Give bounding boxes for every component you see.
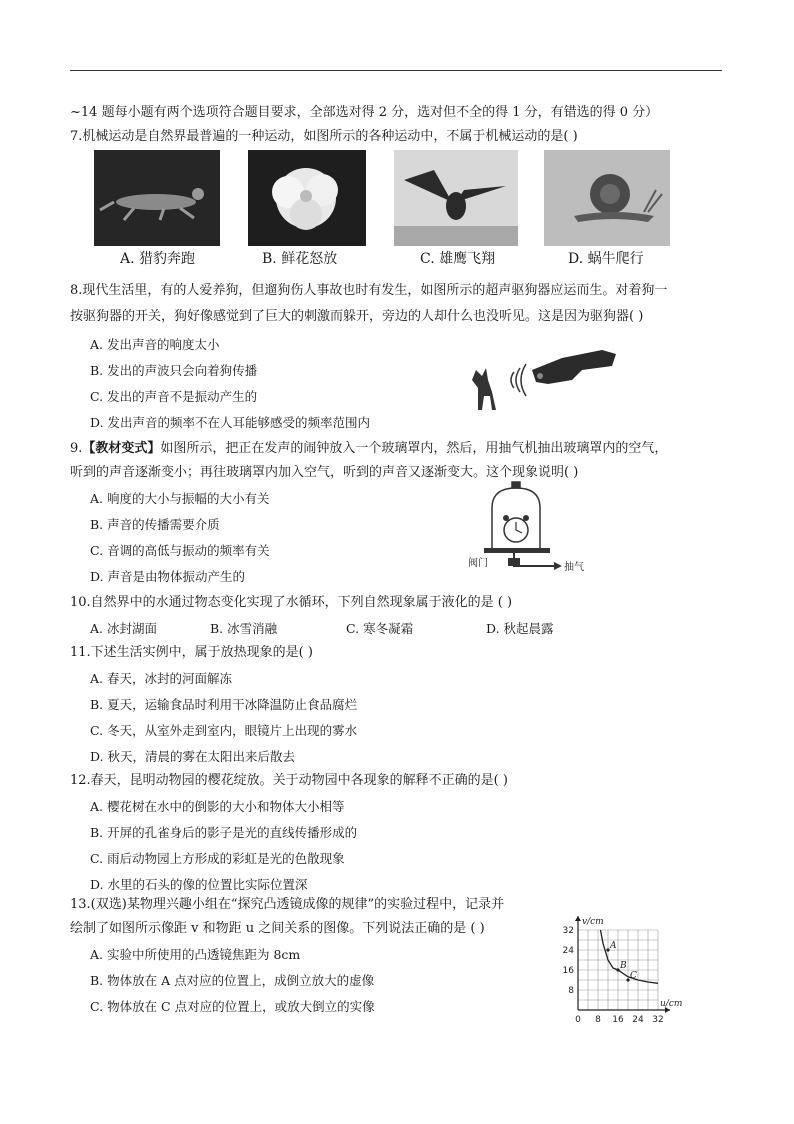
q13-uv-chart	[548, 900, 688, 1032]
q12-option-b: B. 开屏的孔雀身后的影子是光的直线传播形成的	[90, 825, 358, 840]
chart-points	[606, 941, 637, 982]
q8-option-d: D. 发出声音的频率不在人耳能够感受的频率范围内	[90, 415, 371, 430]
air-tube	[514, 553, 560, 566]
x-axis-label: u/cm	[660, 999, 683, 1009]
q11-option-d: D. 秋天，清晨的雾在太阳出来后散去	[90, 749, 296, 764]
q9-number: 9.	[70, 441, 83, 456]
q7-image-snail	[544, 150, 670, 246]
section-instructions: ~14 题每小题有两个选项符合题目要求，全部选对得 2 分，选对但不全的得 1 分，有错选的得 0 分）	[70, 105, 659, 120]
q7-caption-c: C. 雄鹰飞翔	[420, 251, 496, 267]
y-tick-label: 24	[562, 946, 574, 956]
q9-option-a: A. 响度的大小与振幅的大小有关	[90, 491, 270, 506]
q7-image-eagle	[394, 150, 518, 246]
point-label-c: C	[630, 971, 637, 981]
q9-stem-line2: 听到的声音逐渐变小；再往玻璃罩内加入空气，听到的声音又逐渐变大。这个现象说明( )	[70, 465, 579, 480]
q8-option-c: C. 发出的声音不是振动产生的	[90, 389, 258, 404]
q7-image-cheetah	[94, 150, 220, 246]
q8-dog-repeller-figure	[462, 340, 622, 414]
q7-caption-a: A. 猎豹奔跑	[120, 251, 196, 267]
q7-caption-d: D. 蜗牛爬行	[568, 251, 644, 267]
q13-option-b: B. 物体放在 A 点对应的位置上，成倒立放大的虚像	[90, 973, 375, 988]
y-tick-label: 32	[562, 926, 574, 936]
q11-option-b: B. 夏天，运输食品时利用干冰降温防止食品腐烂	[90, 697, 358, 712]
x-tick-label: 16	[612, 1015, 624, 1025]
q11-option-c: C. 冬天，从室外走到室内，眼镜片上出现的雾水	[90, 723, 358, 738]
q11-stem: 11.下述生活实例中，属于放热现象的是( )	[70, 645, 313, 660]
q8-option-a: A. 发出声音的响度太小	[90, 337, 220, 352]
point-label-a: A	[610, 941, 617, 951]
q7-image-flower	[248, 150, 366, 246]
dog-icon	[472, 368, 496, 410]
q12-option-d: D. 水里的石头的像的位置比实际位置深	[90, 877, 308, 892]
repeller-hand-icon	[532, 350, 616, 384]
valve-icon	[508, 558, 520, 566]
q9-option-c: C. 音调的高低与振动的频率有关	[90, 543, 270, 558]
x-tick-label: 24	[632, 1015, 644, 1025]
q12-option-a: A. 樱花树在水中的倒影的大小和物体大小相等	[90, 799, 345, 814]
q9-option-d: D. 声音是由物体振动产生的	[90, 569, 246, 584]
arrow-right-icon	[554, 562, 562, 570]
x-tick-label: 8	[595, 1015, 601, 1025]
y-axis-label: v/cm	[582, 917, 604, 927]
sound-wave-icon	[511, 364, 526, 396]
alarm-clock-icon	[503, 515, 529, 542]
header-rule	[70, 70, 722, 71]
q11-option-a: A. 春天，冰封的河面解冻	[90, 671, 232, 686]
q13-option-a: A. 实验中所使用的凸透镜焦距为 8cm	[90, 947, 301, 962]
q9-stem-line1	[70, 440, 667, 458]
q13-stem-line2: 绘制了如图所示像距 v 和物距 u 之间关系的图像。下列说法正确的是 ( )	[70, 921, 485, 936]
q8-stem-line2: 按驱狗器的开关，狗好像感觉到了巨大的刺激而躲开，旁边的人却什么也没听见。这是因为驱狗器( )	[70, 309, 644, 324]
q10-option-a: A. 冰封湖面	[90, 621, 157, 636]
y-axis-arrow-icon	[575, 916, 581, 921]
q9-stem-text: 如图所示，把正在发声的闹钟放入一个玻璃罩内，然后，用抽气机抽出玻璃罩内的空气，	[160, 441, 668, 456]
q13-option-c: C. 物体放在 C 点对应的位置上，或放大倒立的实像	[90, 999, 375, 1014]
jar-base-plate	[484, 548, 550, 553]
x-tick-label: 0	[575, 1015, 581, 1025]
q13-stem-line1: 13.(双选)某物理兴趣小组在“探究凸透镜成像的规律”的实验过程中，记录并	[70, 897, 505, 912]
chart-tick-labels	[563, 917, 683, 1025]
q12-stem: 12.春天，昆明动物园的樱花绽放。关于动物园中各现象的解释不正确的是( )	[70, 773, 508, 788]
q8-stem-line1: 8.现代生活里，有的人爱养狗，但遛狗伤人事故也时有发生，如图所示的超声驱狗器应运而生。对着狗一	[70, 283, 668, 298]
q12-option-c: C. 雨后动物园上方形成的彩虹是光的色散现象	[90, 851, 345, 866]
point-label-b: B	[620, 961, 627, 971]
valve-label: 阀门	[468, 558, 488, 569]
y-tick-label: 8	[568, 986, 574, 996]
y-tick-label: 16	[562, 966, 574, 976]
q7-caption-b: B. 鲜花怒放	[262, 251, 338, 267]
q7-stem: 7.机械运动是自然界最普遍的一种运动，如图所示的各种运动中，不属于机械运动的是( )	[70, 129, 578, 144]
q10-option-b: B. 冰雪消融	[210, 621, 278, 636]
q10-stem: 10.自然界中的水通过物态变化实现了水循环，下列自然现象属于液化的是 ( )	[70, 595, 513, 610]
q8-option-b: B. 发出的声波只会向着狗传播	[90, 363, 258, 378]
q9-option-b: B. 声音的传播需要介质	[90, 517, 220, 532]
q10-option-c: C. 寒冬凝霜	[346, 621, 414, 636]
pump-label: 抽气	[564, 562, 584, 573]
q10-option-d: D. 秋起晨露	[486, 621, 554, 636]
x-tick-label: 32	[652, 1015, 664, 1025]
q9-bell-jar-figure	[466, 478, 586, 578]
q9-tag: 【教材变式】	[82, 441, 161, 456]
